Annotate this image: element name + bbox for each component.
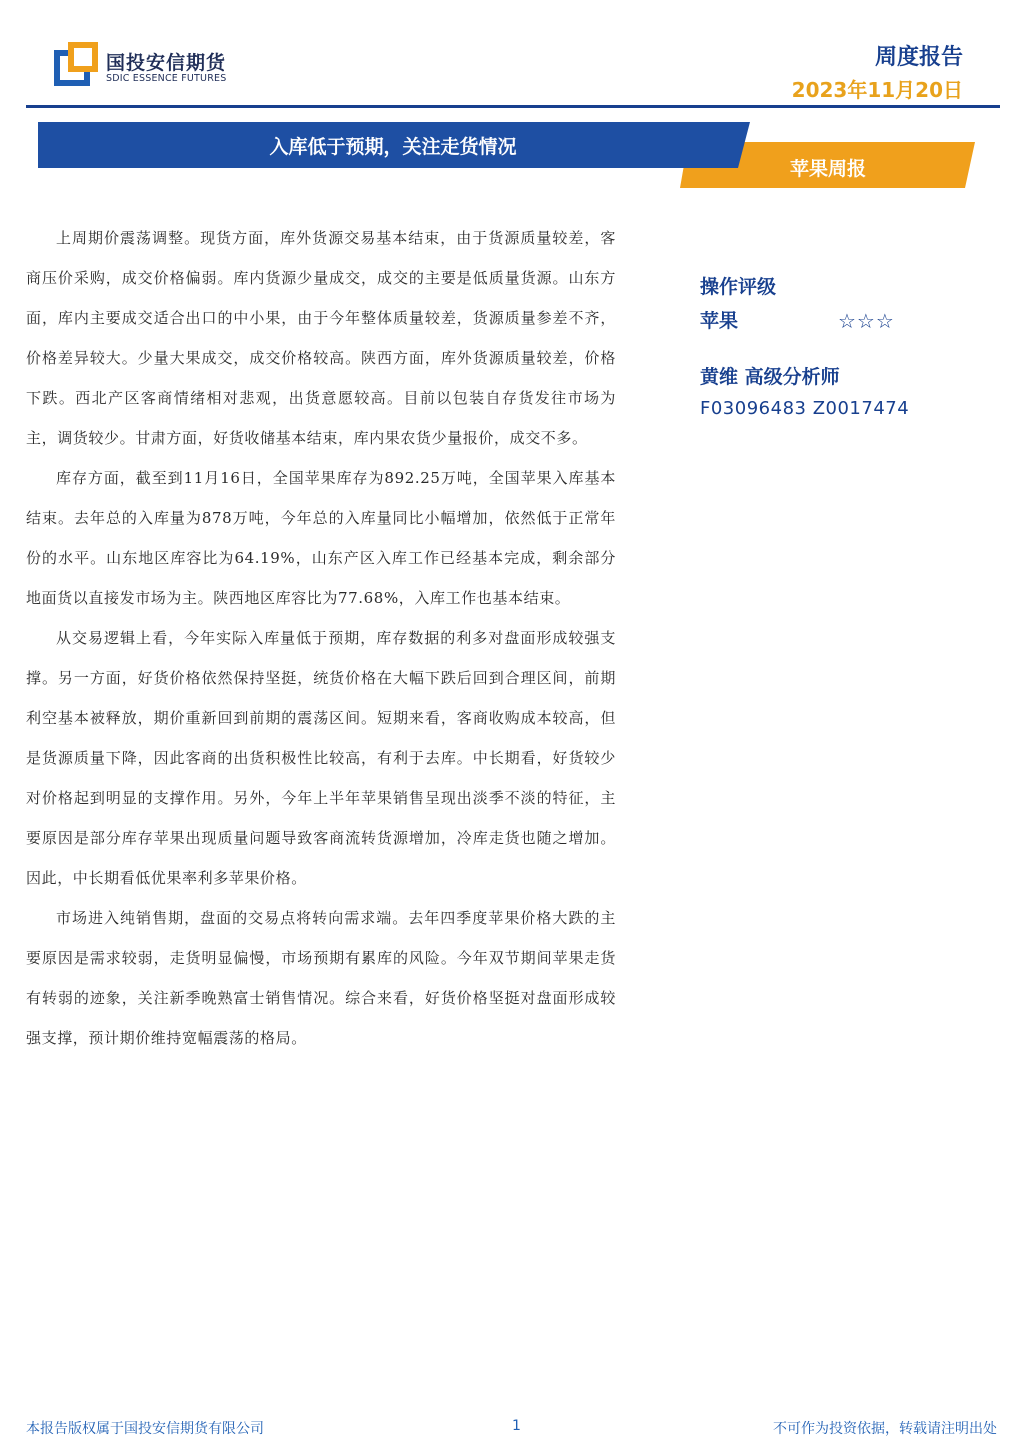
analyst-license-ids: F03096483 Z0017474 [700, 398, 910, 419]
logo-chinese-name: 国投安信期货 [106, 52, 227, 74]
body-paragraph: 上周期价震荡调整。现货方面，库外货源交易基本结束，由于货源质量较差，客商压价采购，成交价格偏弱。库内货源少量成交，成交的主要是低质量货源。山东方面，库内主要成交适合出口的中小果，由于今年整体质量较差，货源质量参差不齐，价格差异较大。少量大果成交，成交价格较高。陕西方面，库外货源质量较差，价格下跌。西北产区客商情绪相对悲观，出货意愿较高。目前以包装自存货发往市场为主，调货较少。甘肃方面，好货收储基本结束，库内果农货少量报价，成交不多。 [26, 229, 616, 447]
analyst-name: 黄维 高级分析师 [700, 366, 840, 388]
company-logo [54, 42, 234, 88]
body-paragraph: 从交易逻辑上看，今年实际入库量低于预期，库存数据的利多对盘面形成较强支撑。另一方面，好货价格依然保持坚挺，统货价格在大幅下跌后回到合理区间，前期利空基本被释放，期价重新回到前期的震荡区间。短期来看，客商收购成本较高，但是货源质量下降，因此客商的出货积极性比较高，有利于去库。中长期看，好货较少对价格起到明显的支撑作用。另外，今年上半年苹果销售呈现出淡季不淡的特征，主要原因是部分库存苹果出现质量问题导致客商流转货源增加，冷库走货也随之增加。因此，中长期看低优果率利多苹果价格。 [26, 629, 616, 887]
footer-disclaimer: 不可作为投资依据，转载请注明出处 [773, 1421, 997, 1437]
logo-english-name: SDIC ESSENCE FUTURES [106, 73, 227, 84]
report-title: 入库低于预期，关注走货情况 [269, 136, 517, 158]
rating-heading: 操作评级 [700, 276, 777, 298]
report-type: 周度报告 [874, 45, 963, 70]
report-body [26, 218, 616, 1058]
footer-copyright: 本报告版权属于国投安信期货有限公司 [26, 1421, 264, 1437]
header-divider [26, 105, 1000, 108]
page-number: 1 [512, 1418, 521, 1434]
body-paragraph: 库存方面，截至到11月16日，全国苹果库存为892.25万吨，全国苹果入库基本结束。去年总的入库量为878万吨，今年总的入库量同比小幅增加，依然低于正常年份的水平。山东地区库容比为64.19%，山东产区入库工作已经基本完成，剩余部分地面货以直接发市场为主。陕西地区库容比为77.68%，入库工作也基本结束。 [26, 469, 616, 607]
logo-mark-icon [54, 42, 98, 86]
report-category-tag: 苹果周报 [789, 158, 866, 180]
rating-row [700, 304, 950, 338]
rating-product: 苹果 [700, 310, 739, 332]
report-date: 2023年11月20日 [791, 78, 963, 102]
title-banner [0, 120, 1025, 190]
rating-stars-icon: ☆☆☆ [838, 309, 895, 333]
body-paragraph: 市场进入纯销售期，盘面的交易点将转向需求端。去年四季度苹果价格大跌的主要原因是需求较弱，走货明显偏慢，市场预期有累库的风险。今年双节期间苹果走货有转弱的迹象，关注新季晚熟富士销售情况。综合来看，好货价格坚挺对盘面形成较强支撑，预计期价维持宽幅震荡的格局。 [26, 909, 616, 1047]
rating-sidebar [700, 270, 950, 424]
